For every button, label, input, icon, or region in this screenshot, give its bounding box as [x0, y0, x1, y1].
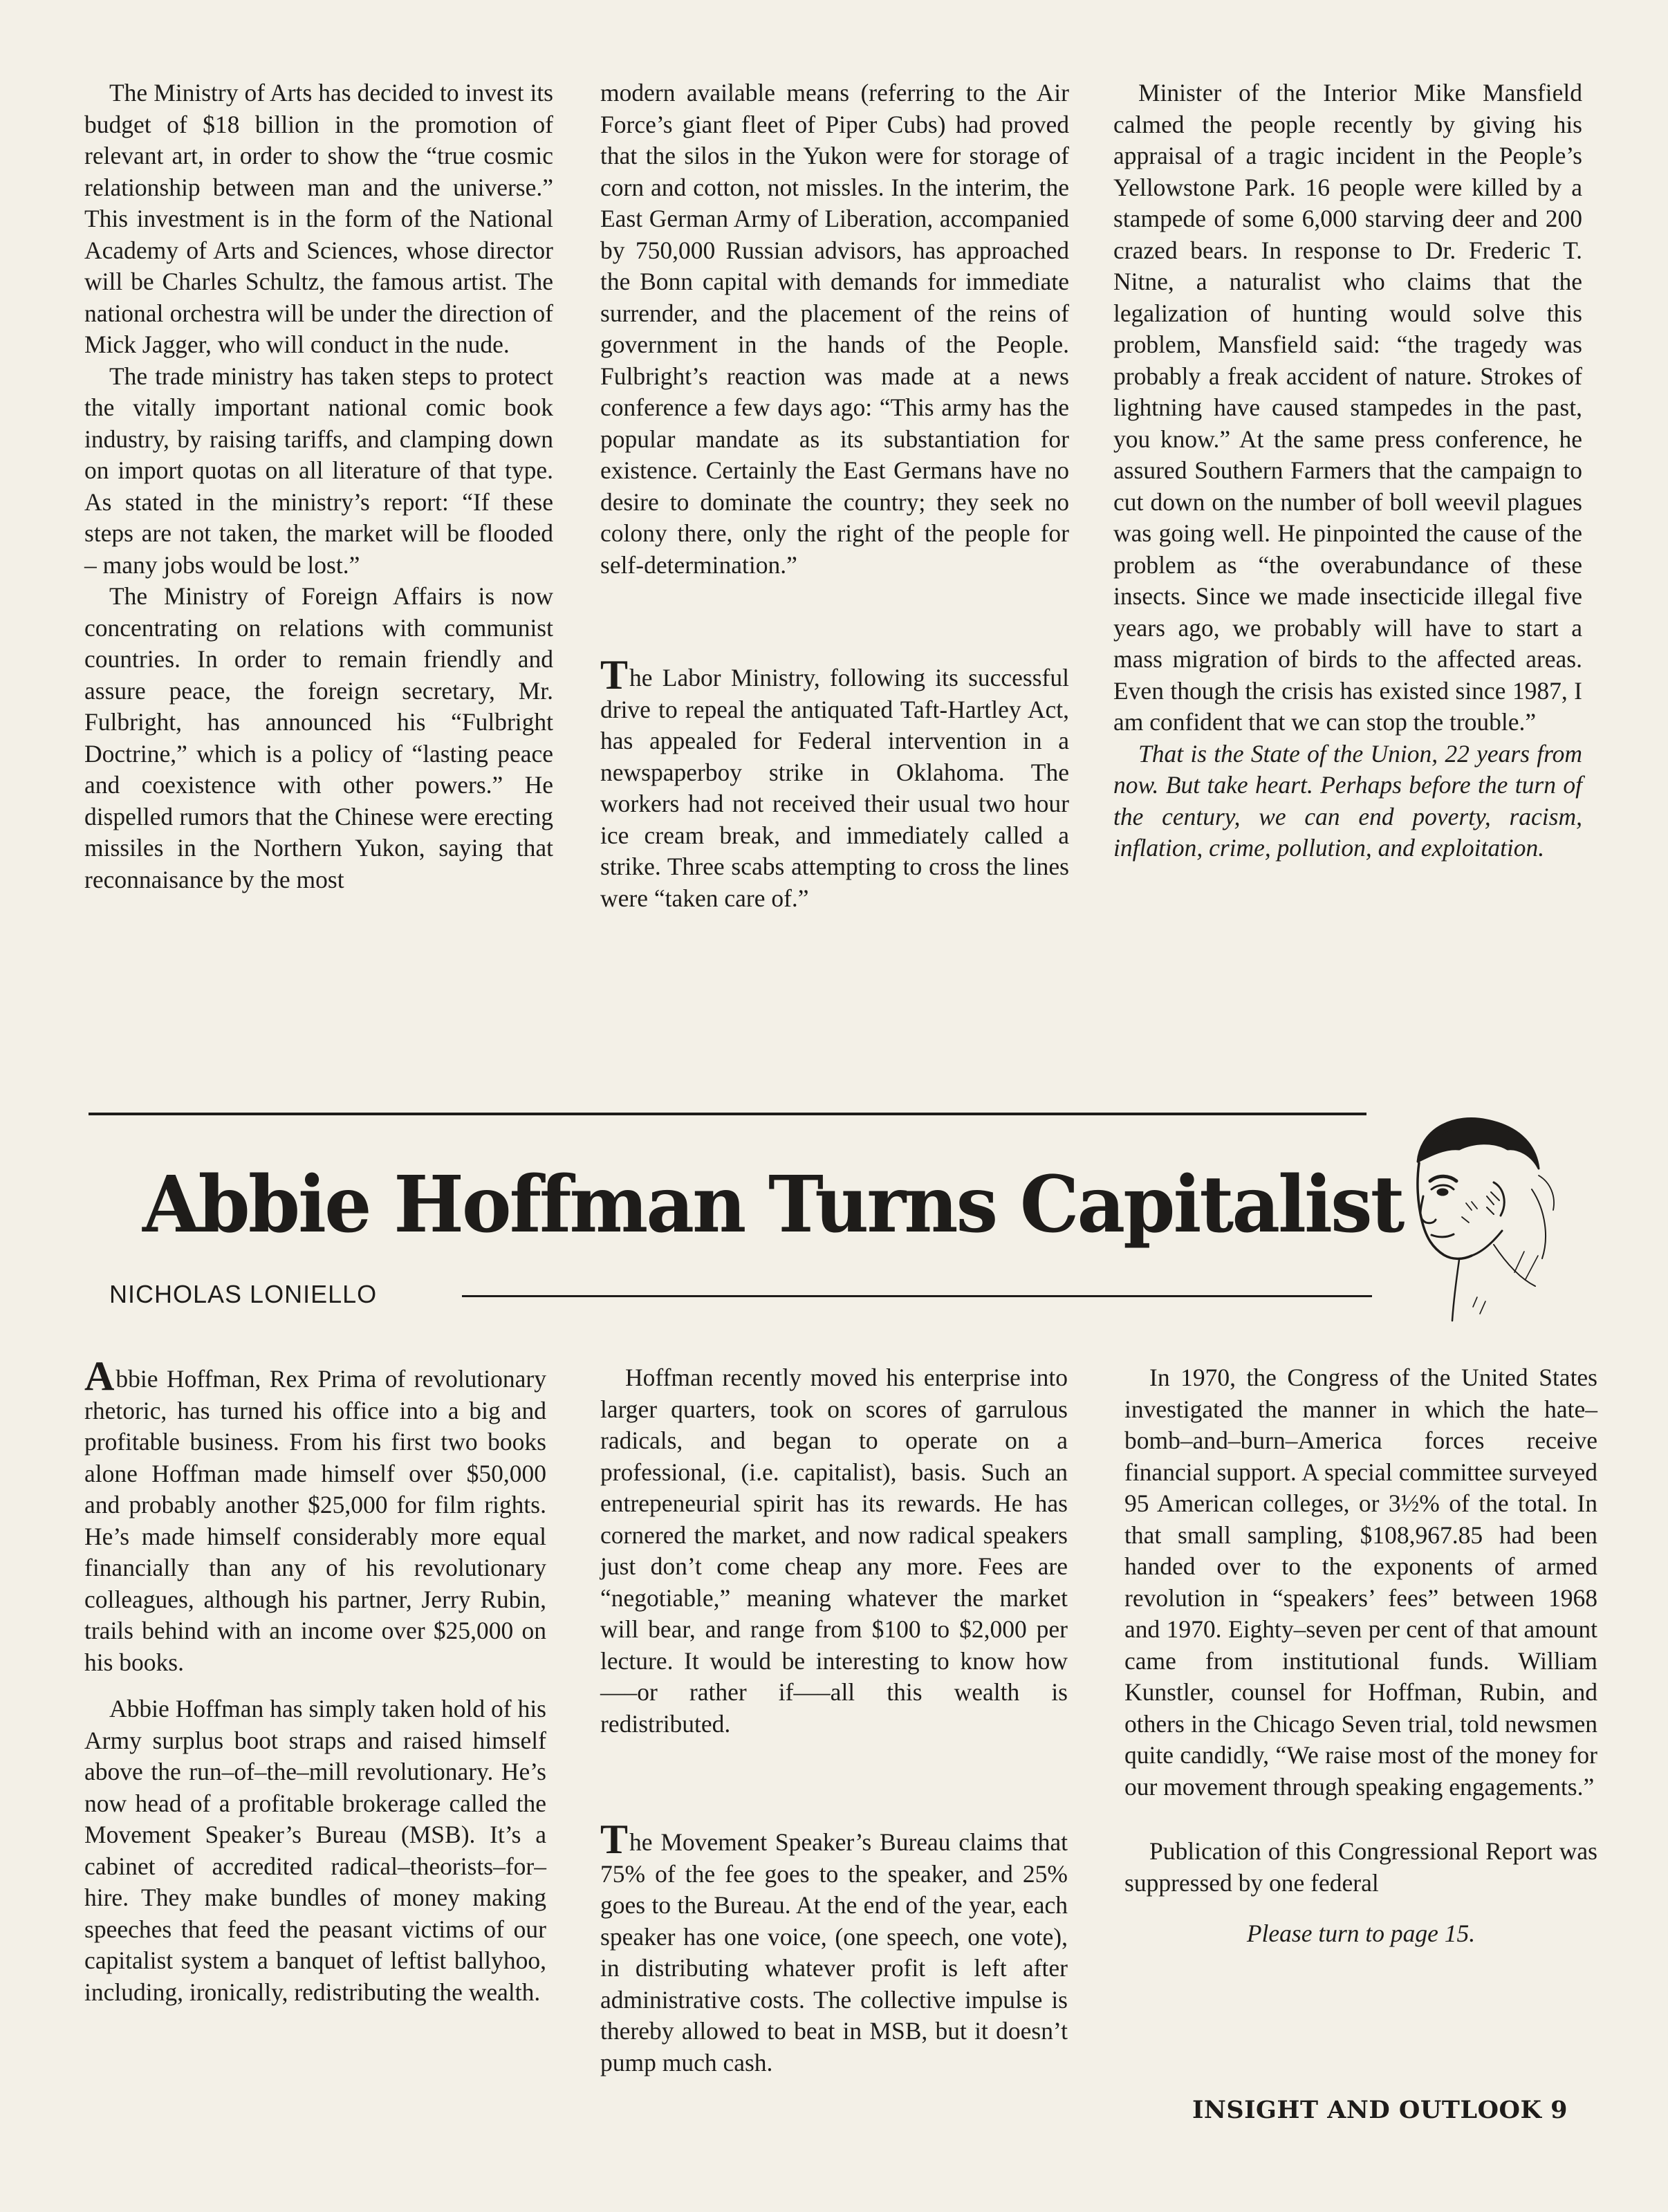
- paragraph: Hoffman recently moved his enterprise into larger quarters, took on scores of garrulous radicals, and began to operate on a professional, (i.e. capitalist), basis. Such an entrepeneurial spirit has its rewards. He has cornered the market, and now radical speakers just don’t come cheap any more. Fees are “negotiable,” meaning whatever the market will bear, and range from $100 to $2,000 per lecture. It would be interesting to know how—–or rather if—–all this wealth is redistributed.: [600, 1364, 1068, 1738]
- paragraph-text: bbie Hoffman, Rex Prima of revolutionary rhetoric, has turned his office into a big and profitable business. From his first two books alone Hoffman made himself over $50,000 and probably another $25,000 for film rights. He’s made himself considerably more equal financially than any of his revolutionary colleagues, although his partner, Jerry Rubin, trails behind with an income over $25,000 on his books.: [84, 1365, 546, 1676]
- byline: NICHOLAS LONIELLO: [109, 1280, 378, 1308]
- article-column-1: [84, 1353, 546, 2008]
- paragraph-text: he Movement Speaker’s Bureau claims that 75% of the fee goes to the speaker, and 25% goes to the Bureau. At the end of the year, each speaker has one voice, (one speech, one vote), in distributing whatever profit is left after administrative costs. The collective impulse is thereby allowed to beat in MSB, but it doesn’t pump much cash.: [600, 1828, 1068, 2076]
- article-column-2: [600, 1362, 1068, 2079]
- closing-paragraph: That is the State of the Union, 22 years from now. But take heart. Perhaps before the turn of the century, we can end poverty, racism, inflation, crime, pollution, and exploitation.: [1113, 739, 1582, 862]
- paragraph: Abbie Hoffman has simply taken hold of his Army surplus boot straps and raised himself above the run–of–the–mill revolutionary. He’s now head of a profitable brokerage called the Movement Speaker’s Bureau (MSB). It’s a cabinet of accredited radical–theorists–for–hire. They make bundles of money making speeches that feed the peasant victims of our capitalist system a banquet of leftist ballyhoo, including, ironically, redistributing the wealth.: [84, 1695, 546, 2006]
- paragraph: The Ministry of Foreign Affairs is now concentrating on relations with communist countries. In order to remain friendly and assure peace, the foreign secretary, Mr. Fulbright, has announced his “Fulbright Doctrine,” which is a policy of “lasting peace and coexistence with other powers.” He dispelled rumors that the Chinese were erecting missiles in the Northern Yukon, saying that reconnaisance by the most: [84, 582, 553, 893]
- paragraph: modern available means (referring to the Air Force’s giant fleet of Piper Cubs) had proved that the silos in the Yukon were for storage of corn and cotton, not missles. In the interim, the East German Army of Liberation, accompanied by 750,000 Russian advisors, has approached the Bonn capital with demands for immediate surrender, and the placement of the reins of government in the hands of the People. Fulbright’s reaction was made at a news conference a few days ago: “This army has the popular mandate as its substantiation for existence. Certainly the East Germans have no desire to dominate the country; they seek no colony there, only the right of the people for self-determination.”: [600, 79, 1069, 579]
- continued-notice: Please turn to page 15.: [1246, 1920, 1476, 1947]
- article-column-3: [1124, 1362, 1597, 1950]
- paragraph-with-dropcap: [600, 1816, 1068, 2079]
- paragraph: Minister of the Interior Mike Mansfield calmed the people recently by giving his appraisal of a tragic incident in the People’s Yellowstone Park. 16 people were killed by a stampede of some 6,000 starving deer and 200 crazed bears. In response to Dr. Frederic T. Nitne, a naturalist who claims that the legalization of hunting would solve this problem, Mansfield said: “the tragedy was probably a freak accident of nature. Strokes of lightning have caused stampedes in the past, you know.” At the same press conference, he assured Southern Farmers that the campaign to cut down on the number of boll weevil plagues was going well. He pinpointed the cause of the problem as “the overabundance of these insects. Since we made insecticide illegal five years ago, we probably will have to start a mass migration of birds to the affected areas. Even though the crisis has existed since 1987, I am confident that we can stop the trouble.”: [1113, 79, 1582, 736]
- paragraph: The Ministry of Arts has decided to invest its budget of $18 billion in the promotion of relevant art, in order to show the “true cosmic relationship between man and the universe.” This investment is in the form of the National Academy of Arts and Sciences, whose director will be Charles Schultz, the famous artist. The national orchestra will be under the direction of Mick Jagger, who will conduct in the nude.: [84, 79, 553, 358]
- paragraph: The trade ministry has taken steps to protect the vitally important national comic book industry, by raising tariffs, and clamping down on import quotas on all literature of that type. As stated in the ministry’s report: “If these steps are not taken, the market will be flooded – many jobs would be lost.”: [84, 362, 553, 579]
- sketch-portrait-icon: [1390, 1099, 1563, 1335]
- byline-rule: [462, 1295, 1372, 1297]
- page-footer: INSIGHT AND OUTLOOK 9: [1192, 2096, 1568, 2124]
- drop-cap: A: [84, 1353, 115, 1399]
- paragraph-text: he Labor Ministry, following its successful drive to repeal the antiquated Taft-Hartley Act, has appealed for Federal intervention in a newspaperboy strike in Oklahoma. The workers had not received their usual two hour ice cream break, and immediately called a strike. Three scabs attempting to cross the lines were “taken care of.”: [600, 664, 1069, 912]
- drop-cap: T: [600, 652, 629, 698]
- top-article-column-1: [84, 77, 553, 895]
- top-article-column-3: [1113, 77, 1582, 864]
- paragraph: In 1970, the Congress of the United States investigated the manner in which the hate–bomb–and–burn–America forces receive financial support. A special committee surveyed 95 American colleges, or 3½% of the total. In that small sampling, $108,967.85 had been handed over to the exponents of armed revolution in “speakers’ fees” between 1968 and 1970. Eighty–seven per cent of that amount came from institutional funds. William Kunstler, counsel for Hoffman, Rubin, and others in the Chicago Seven trial, told newsmen quite candidly, “We raise most of the money for our movement through speaking engagements.”: [1124, 1364, 1597, 1801]
- headline: Abbie Hoffman Turns Capitalist: [142, 1160, 1403, 1250]
- paragraph: Publication of this Congressional Report was suppressed by one federal: [1124, 1837, 1597, 1897]
- paragraph-with-dropcap: [84, 1353, 546, 1678]
- drop-cap: T: [600, 1816, 629, 1862]
- top-article-column-2: [600, 77, 1069, 914]
- section-divider: [89, 1113, 1366, 1115]
- paragraph-with-dropcap: [600, 652, 1069, 914]
